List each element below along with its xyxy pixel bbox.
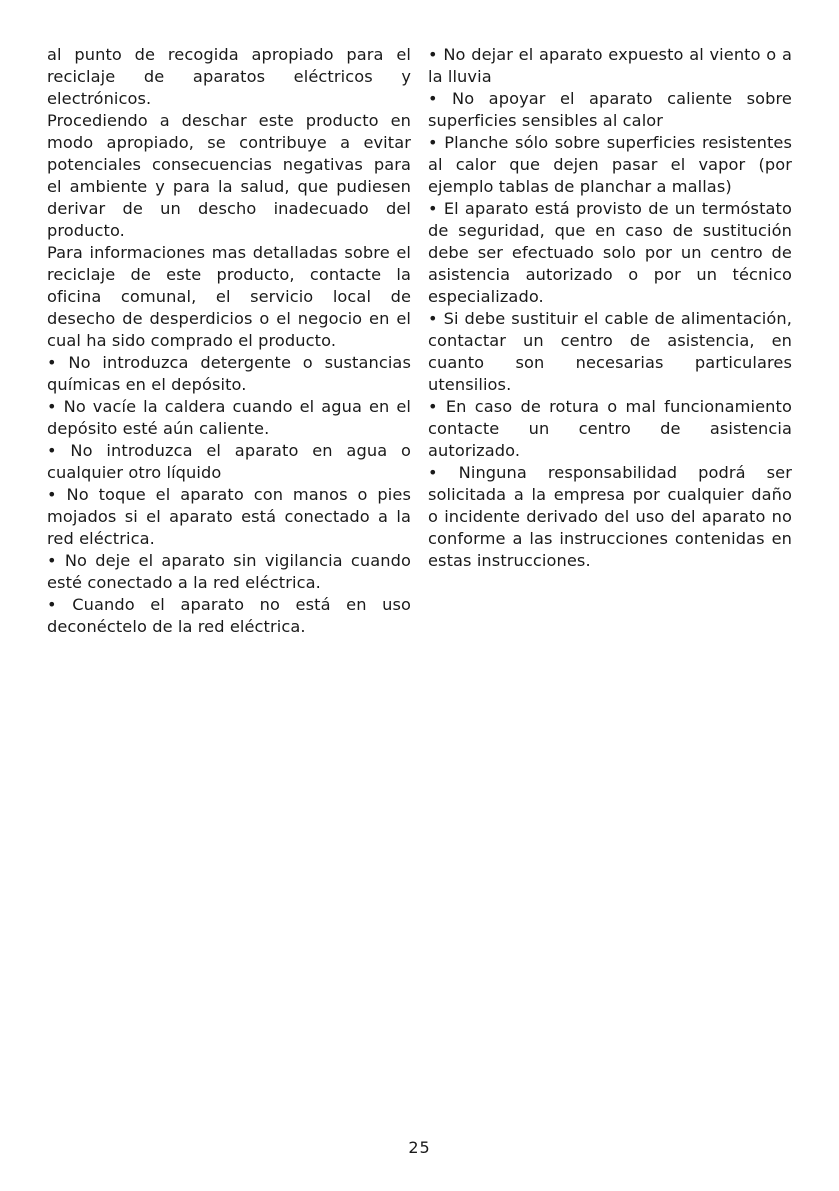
bullet-no-detergent: • No introduzca detergente o sustancias químicas en el depósito. bbox=[47, 353, 411, 394]
bullet-no-hot-surface: • No apoyar el aparato caliente sobre superficies sensibles al calor bbox=[428, 89, 792, 130]
bullet-no-unattended: • No deje el aparato sin vigilancia cuando esté conectado a la red eléctrica. bbox=[47, 551, 411, 592]
right-text-column bbox=[428, 44, 792, 572]
paragraph-recycling-info: Para informaciones mas detalladas sobre el reciclaje de este producto, contacte la oficina comunal, el servicio local de desecho de desperdicios o el negocio en el cual ha sido comprado el producto. bbox=[47, 243, 411, 350]
bullet-power-cable: • Si debe sustituir el cable de alimentación, contactar un centro de asistencia, en cuanto son necesarias particulares utensilios. bbox=[428, 309, 792, 394]
bullet-heat-resistant: • Planche sólo sobre superficies resistentes al calor que dejen pasar el vapor (por ejemplo tablas de planchar a mallas) bbox=[428, 133, 792, 196]
paragraph-proper-disposal: Procediendo a deschar este producto en modo apropiado, se contribuye a evitar potenciales consecuencias negativas para el ambiente y para la salud, que pudiesen derivar de un descho inadecuado del producto. bbox=[47, 111, 411, 240]
bullet-malfunction: • En caso de rotura o mal funcionamiento contacte un centro de asistencia autorizado. bbox=[428, 397, 792, 460]
page-number: 25 bbox=[408, 1138, 431, 1157]
left-text-column bbox=[47, 44, 411, 638]
bullet-no-wind-rain: • No dejar el aparato expuesto al viento o a la lluvia bbox=[428, 45, 792, 86]
bullet-no-responsibility: • Ninguna responsabilidad podrá ser solicitada a la empresa por cualquier daño o incidente derivado del uso del aparato no conforme a las instrucciones contenidas en estas instrucciones. bbox=[428, 463, 792, 570]
paragraph-recycling-point: al punto de recogida apropiado para el reciclaje de aparatos eléctricos y electrónicos. bbox=[47, 45, 411, 108]
bullet-disconnect: • Cuando el aparato no está en uso deconéctelo de la red eléctrica. bbox=[47, 595, 411, 636]
bullet-no-wet-hands: • No toque el aparato con manos o pies mojados si el aparato está conectado a la red eléctrica. bbox=[47, 485, 411, 548]
bullet-thermostat: • El aparato está provisto de un termóstato de seguridad, que en caso de sustitución debe ser efectuado solo por un centro de asistencia autorizado o por un técnico especializado. bbox=[428, 199, 792, 306]
bullet-no-empty-hot: • No vacíe la caldera cuando el agua en el depósito esté aún caliente. bbox=[47, 397, 411, 438]
bullet-no-immerse: • No introduzca el aparato en agua o cualquier otro líquido bbox=[47, 441, 411, 482]
